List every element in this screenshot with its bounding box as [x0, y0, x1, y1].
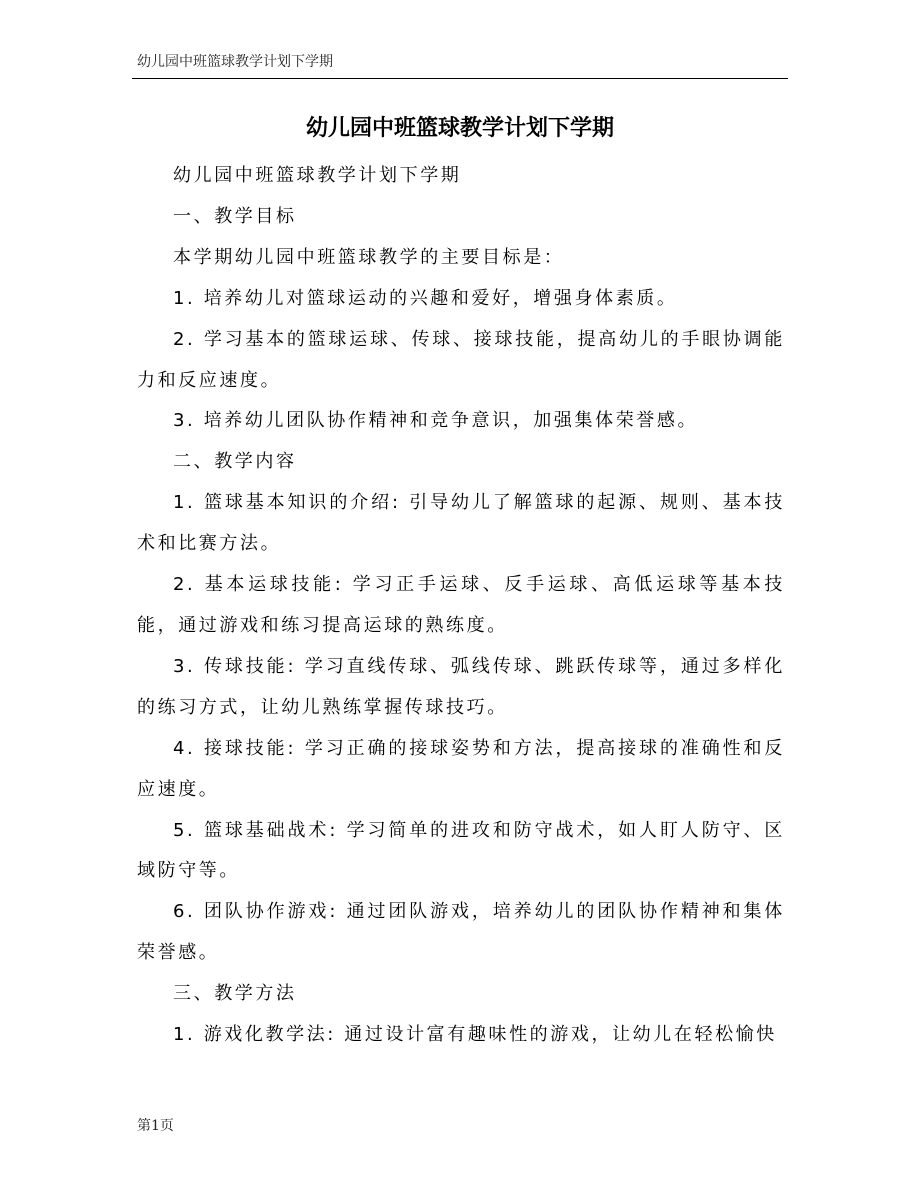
- document-body: [137, 156, 785, 1056]
- section-heading-content: 二、教学内容: [173, 451, 297, 473]
- goal-item-2: 2. 学习基本的篮球运球、传球、接球技能，提高幼儿的手眼协调能力和反应速度。: [137, 328, 785, 391]
- content-item-4: 4. 接球技能: 学习正确的接球姿势和方法，提高接球的准确性和反应速度。: [137, 737, 785, 800]
- content-item-1: 1. 篮球基本知识的介绍: 引导幼儿了解篮球的起源、规则、基本技术和比赛方法。: [137, 492, 785, 555]
- content-item-6: 6. 团队协作游戏: 通过团队游戏，培养幼儿的团队协作精神和集体荣誉感。: [137, 901, 785, 964]
- content-item-3: 3. 传球技能: 学习直线传球、弧线传球、跳跃传球等，通过多样化的练习方式，让幼儿熟练掌握传球技巧。: [137, 655, 785, 718]
- header-divider: [132, 78, 788, 79]
- content-item-2: 2. 基本运球技能: 学习正手运球、反手运球、高低运球等基本技能，通过游戏和练习提高运球的熟练度。: [137, 574, 785, 636]
- goal-item-3: 3. 培养幼儿团队协作精神和竞争意识，加强集体荣誉感。: [173, 410, 699, 432]
- section-heading-methods: 三、教学方法: [173, 983, 297, 1005]
- method-item-1: 1. 游戏化教学法: 通过设计富有趣味性的游戏，让幼儿在轻松愉快: [173, 1024, 777, 1046]
- section-heading-goals: 一、教学目标: [173, 205, 297, 227]
- paragraph-subtitle: 幼儿园中班篮球教学计划下学期: [173, 165, 462, 186]
- goal-item-1: 1. 培养幼儿对篮球运动的兴趣和爱好，增强身体素质。: [173, 287, 678, 309]
- running-header: 幼儿园中班篮球教学计划下学期: [137, 54, 333, 70]
- document-title: 幼儿园中班篮球教学计划下学期: [305, 116, 614, 141]
- content-item-5: 5. 篮球基础战术: 学习简单的进攻和防守战术，如人盯人防守、区域防守等。: [137, 819, 785, 882]
- page-number: 第1页: [137, 1118, 174, 1134]
- paragraph-goals-intro: 本学期幼儿园中班篮球教学的主要目标是：: [173, 246, 565, 268]
